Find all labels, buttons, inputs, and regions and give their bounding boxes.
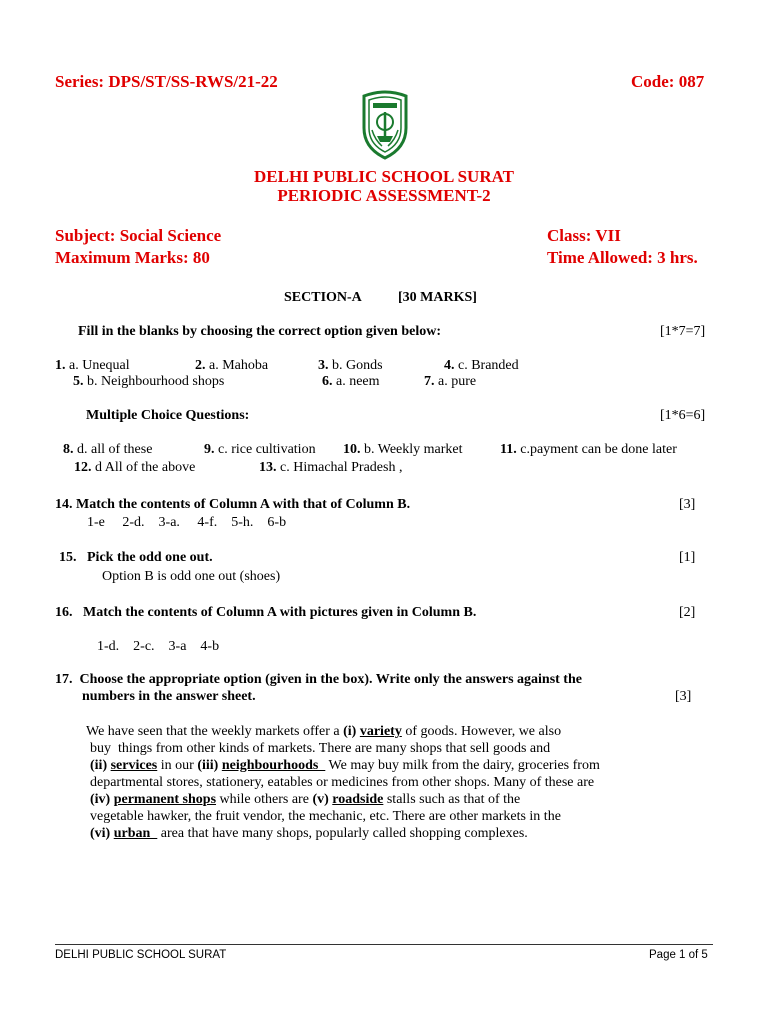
answer-item: 11. c.payment can be done later bbox=[500, 442, 677, 457]
footer-school: DELHI PUBLIC SCHOOL SURAT bbox=[55, 949, 227, 961]
q15-heading: 15. Pick the odd one out. bbox=[59, 550, 213, 565]
passage-line: (vi) urban area that have many shops, popularly called shopping complexes. bbox=[90, 826, 528, 841]
answer-item: 5. b. Neighbourhood shops bbox=[73, 374, 225, 389]
q14-marks: [3] bbox=[679, 497, 696, 512]
passage-line: (iv) permanent shops while others are (v) roadside stalls such as that of the bbox=[90, 792, 521, 807]
q17-heading-line1: 17. Choose the appropriate option (given in the box). Write only the answers against the bbox=[55, 672, 582, 687]
answer-item: 6. a. neem bbox=[322, 374, 380, 389]
q17-marks: [3] bbox=[675, 689, 692, 704]
assessment-title: PERIODIC ASSESSMENT-2 bbox=[277, 186, 491, 205]
class-label: Class: VII bbox=[547, 226, 621, 245]
page-number: Page 1 of 5 bbox=[649, 949, 708, 961]
passage-line: We have seen that the weekly markets offer a (i) variety of goods. However, we also bbox=[86, 724, 562, 739]
series-code-label: Series: DPS/ST/SS-RWS/21-22 bbox=[55, 72, 278, 91]
school-name: DELHI PUBLIC SCHOOL SURAT bbox=[254, 167, 514, 186]
mcq-marks: [1*6=6] bbox=[660, 408, 706, 423]
fill-blanks-marks: [1*7=7] bbox=[660, 324, 706, 339]
answer-item: 1. a. Unequal bbox=[55, 358, 130, 373]
passage-line: departmental stores, stationery, eatables or medicines from other shops. Many of these are bbox=[90, 775, 595, 790]
passage-line: (ii) services in our (iii) neighbourhoods We may buy milk from the dairy, groceries from bbox=[90, 758, 600, 773]
answer-item: 9. c. rice cultivation bbox=[204, 442, 316, 457]
passage-line: vegetable hawker, the fruit vendor, the mechanic, etc. There are other markets in the bbox=[90, 809, 561, 824]
school-crest-icon bbox=[360, 90, 410, 160]
answer-item: 4. c. Branded bbox=[444, 358, 519, 373]
max-marks-label: Maximum Marks: 80 bbox=[55, 248, 210, 267]
paper-code-label: Code: 087 bbox=[631, 72, 705, 91]
q16-heading: 16. Match the contents of Column A with pictures given in Column B. bbox=[55, 605, 477, 620]
mcq-heading: Multiple Choice Questions: bbox=[86, 408, 250, 423]
answer-item: 3. b. Gonds bbox=[318, 358, 383, 373]
q14-heading: 14. Match the contents of Column A with that of Column B. bbox=[55, 497, 411, 512]
answer-item: 13. c. Himachal Pradesh , bbox=[259, 460, 403, 475]
answer-item: 7. a. pure bbox=[424, 374, 477, 389]
q15-marks: [1] bbox=[679, 550, 696, 565]
fill-blanks-heading: Fill in the blanks by choosing the correct option given below: bbox=[78, 324, 441, 339]
subject-label: Subject: Social Science bbox=[55, 226, 222, 245]
section-title: SECTION-A bbox=[284, 290, 362, 305]
time-allowed-label: Time Allowed: 3 hrs. bbox=[547, 248, 698, 267]
passage-line: buy things from other kinds of markets. There are many shops that sell goods and bbox=[90, 741, 551, 756]
q17-passage bbox=[86, 723, 686, 842]
school-logo bbox=[360, 90, 410, 160]
answer-item: 10. b. Weekly market bbox=[343, 442, 463, 457]
q15-answer: Option B is odd one out (shoes) bbox=[102, 569, 281, 584]
section-marks: [30 MARKS] bbox=[398, 290, 477, 305]
q17-heading-line2: numbers in the answer sheet. bbox=[82, 689, 256, 704]
answer-item: 2. a. Mahoba bbox=[195, 358, 269, 373]
q14-answer: 1-e 2-d. 3-a. 4-f. 5-h. 6-b bbox=[87, 515, 287, 530]
answer-item: 12. d All of the above bbox=[74, 460, 196, 475]
answer-item: 8. d. all of these bbox=[63, 442, 153, 457]
footer-divider bbox=[55, 944, 713, 945]
q16-answer: 1-d. 2-c. 3-a 4-b bbox=[97, 639, 220, 654]
q16-marks: [2] bbox=[679, 605, 696, 620]
